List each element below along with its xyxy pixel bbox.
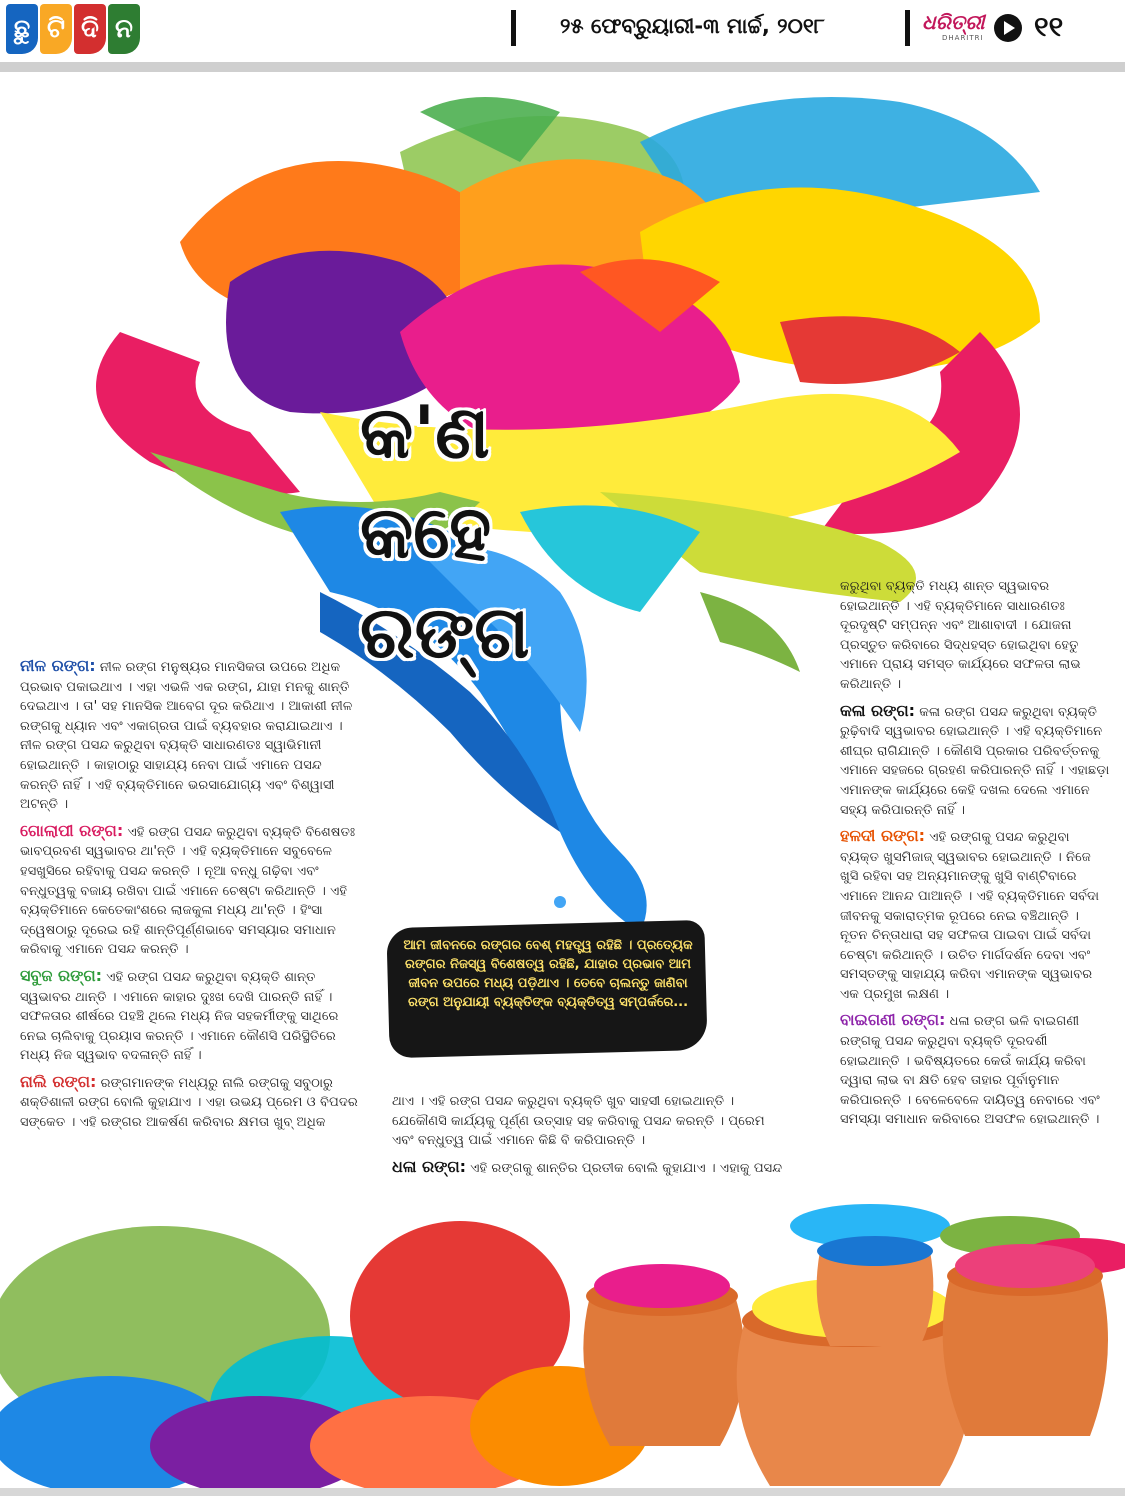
article-blue bbox=[20, 656, 360, 815]
article-green bbox=[20, 966, 360, 1066]
article-text: ରଙ୍ଗମାନଙ୍କ ମଧ୍ୟରୁ ନାଲି ରଙ୍ଗକୁ ସବୁଠାରୁ ଶକ୍ତିଶାଳୀ ରଙ୍ଗ ବୋଲି କୁହାଯାଏ । ଏହା ଉଭୟ ପ୍ରେମ ଓ ବିପଦର ସଙ୍କେତ । ଏହି ରଙ୍ଗର ଆକର୍ଷଣ କରିବାର କ୍ଷମତା ଖୁବ୍ ଅଧିକ bbox=[20, 1075, 358, 1131]
article-white bbox=[392, 1157, 787, 1179]
article-black bbox=[840, 701, 1110, 821]
section-letter: ଛୁ bbox=[6, 4, 38, 54]
section-label: ନୀଳ ରଙ୍ଗ: bbox=[20, 656, 96, 675]
bottom-illustration bbox=[0, 1196, 1125, 1496]
headline-line: ରଙ୍ଗ bbox=[360, 590, 530, 674]
header-band bbox=[0, 62, 1125, 72]
article-text: ଏହି ରଙ୍ଗ ପସନ୍ଦ କରୁଥିବା ବ୍ୟକ୍ତି ବିଶେଷତଃ ଭାବପ୍ରବଣ ସ୍ୱଭାବର ଥା'ନ୍ତି । ଏହି ବ୍ୟକ୍ତିମାନେ ସବୁବେଳେ ହସଖୁସିରେ ରହିବାକୁ ପସନ୍ଦ କରନ୍ତି । ନୂଆ ବନ୍ଧୁ ଗଢ଼ିବା ଏବଂ ବନ୍ଧୁତ୍ୱକୁ ବଜାୟ ରଖିବା ପାଇଁ ଏମାନେ ଚେଷ୍ଟା କରିଥାନ୍ତି । ଏହି ବ୍ୟକ୍ତିମାନେ କେତେକାଂଶରେ ଲାଜକୁଳା ମଧ୍ୟ ଥା'ନ୍ତି । ହିଂସା ଦ୍ୱେଷଠାରୁ ଦୂରେଇ ରହି ଶାନ୍ତିପୂର୍ଣ୍ଣଭାବେ ସମସ୍ୟାର ସମାଧାନ କରିବାକୁ ଏମାନେ ପସନ୍ଦ କରନ୍ତି । bbox=[20, 824, 356, 958]
article-text: ଏହି ରଙ୍ଗକୁ ଶାନ୍ତିର ପ୍ରତୀକ ବୋଲି କୁହାଯାଏ । ଏହାକୁ ପସନ୍ଦ bbox=[466, 1160, 783, 1176]
section-label: କଳା ରଙ୍ଗ: bbox=[840, 700, 916, 720]
section-letter: ନ bbox=[108, 4, 140, 54]
newspaper-logo: ଧରିତ୍ରୀ bbox=[922, 10, 985, 34]
article-purple bbox=[840, 1010, 1110, 1130]
article-text: କଳା ରଙ୍ଗ ପସନ୍ଦ କରୁଥିବା ବ୍ୟକ୍ତି ରୁଢ଼ିବାଦି ସ୍ୱଭାବର ହୋଇଥାନ୍ତି । ଏହି ବ୍ୟକ୍ତିମାନେ ଶୀଘ୍ର ରାଗିଯାନ୍ତି । କୌଣସି ପ୍ରକାର ପରିବର୍ତ୍ତନକୁ ଏମାନେ ସହଜରେ ଗ୍ରହଣ କରିପାରନ୍ତି ନାହିଁ । ଏହାଛଡ଼ା ଏମାନଙ୍କ କାର୍ଯ୍ୟରେ କେହି ଦଖଲ ଦେଲେ ଏମାନେ ସହ୍ୟ କରିପାରନ୍ତି ନାହିଁ । bbox=[840, 704, 1110, 818]
section-label: ସବୁଜ ରଙ୍ଗ: bbox=[20, 965, 103, 985]
section-logo bbox=[6, 4, 140, 54]
article-column-left bbox=[20, 656, 360, 1139]
section-label: ନାଲି ରଙ୍ଗ: bbox=[20, 1071, 97, 1091]
article-yellow bbox=[840, 826, 1110, 1004]
article-text: ଏହି ରଙ୍ଗ ପସନ୍ଦ କରୁଥିବା ବ୍ୟକ୍ତି ଶାନ୍ତ ସ୍ୱଭାବର ଥାନ୍ତି । ଏମାନେ କାହାର ଦୁଃଖ ଦେଖି ପାରନ୍ତି ନାହିଁ । ସଫଳତାର ଶୀର୍ଷରେ ପହଞ୍ଚି ଥିଲେ ମଧ୍ୟ ନିଜ ସହକର୍ମୀଙ୍କୁ ସାଥିରେ ନେଇ ଚାଲିବାକୁ ପ୍ରୟାସ କରନ୍ତି । ଏମାନେ କୌଣସି ପରିସ୍ଥିତିରେ ମଧ୍ୟ ନିଜ ସ୍ୱଭାବ ବଦଳାନ୍ତି ନାହିଁ । bbox=[20, 969, 339, 1064]
article-text: ଧଳା ରଙ୍ଗ ଭଳି ବାଇଗଣୀ ରଙ୍ଗକୁ ପସନ୍ଦ କରୁଥିବା ବ୍ୟକ୍ତି ଦୂରଦର୍ଶୀ ହୋଇଥାନ୍ତି । ଭବିଷ୍ୟତରେ କେଉଁ କାର୍ଯ୍ୟ କରିବା ଦ୍ୱାରା ଲାଭ ବା କ୍ଷତି ହେବ ତାହାର ପୂର୍ବାନୁମାନ କରିପାରନ୍ତି । ବେଳେବେଳେ ଦାୟିତ୍ୱ ନେବାରେ ଏବଂ ସମସ୍ୟା ସମାଧାନ କରିବାରେ ଅସଫଳ ହୋଇଥାନ୍ତି । bbox=[840, 1014, 1100, 1128]
newspaper-logo-sub: DHARITRI bbox=[942, 34, 984, 42]
article-column-right bbox=[840, 577, 1110, 1136]
callout-text: ଆମ ଜୀବନରେ ରଙ୍ଗର ବେଶ୍ ମହତ୍ତ୍ୱ ରହିଛି । ପ୍ରତ୍ୟେକ ରଙ୍ଗର ନିଜସ୍ୱ ବିଶେଷତ୍ୱ ରହିଛି, ଯାହାର ପ୍ରଭାବ ଆମ ଜୀବନ ଉପରେ ମଧ୍ୟ ପଡ଼ିଥାଏ । ତେବେ ଚାଲନ୍ତୁ ଜାଣିବା ରଙ୍ଗ ଅନୁଯାୟୀ ବ୍ୟକ୍ତିଙ୍କ ବ୍ୟକ୍ତିତ୍ୱ ସମ୍ପର୍କରେ... bbox=[403, 938, 693, 1010]
header-divider bbox=[905, 10, 910, 46]
header-divider bbox=[511, 10, 516, 46]
article-text: ନୀଳ ରଙ୍ଗ ମନୁଷ୍ୟର ମାନସିକତା ଉପରେ ଅଧିକ ପ୍ରଭାବ ପକାଇଥାଏ । ଏହା ଏଭଳି ଏକ ରଙ୍ଗ, ଯାହା ମନକୁ ଶାନ୍ତି ଦେଇଥାଏ । ତା' ସହ ମାନସିକ ଆବେଗ ଦୂର କରିଥାଏ । ଆକାଶୀ ନୀଳ ରଙ୍ଗକୁ ଧ୍ୟାନ ଏବଂ ଏକାଗ୍ରତା ପାଇଁ ବ୍ୟବହାର କରାଯାଇଥାଏ । ନୀଳ ରଙ୍ଗ ପସନ୍ଦ କରୁଥିବା ବ୍ୟକ୍ତି ସାଧାରଣତଃ ସ୍ୱାଭିମାନୀ ହୋଇଥାନ୍ତି । କାହାଠାରୁ ସାହାଯ୍ୟ ନେବା ପାଇଁ ଏମାନେ ପସନ୍ଦ କରନ୍ତି ନାହିଁ । ଏହି ବ୍ୟକ୍ତିମାନେ ଭରସାଯୋଗ୍ୟ ଏବଂ ବିଶ୍ୱାସୀ ଅଟନ୍ତି । bbox=[20, 660, 353, 813]
issue-date: ୨୫ ଫେବ୍ରୁୟାରୀ-୩ ମାର୍ଚ୍ଚ, ୨୦୧୮ bbox=[560, 14, 825, 38]
article-red-continued: ଥାଏ । ଏହି ରଙ୍ଗ ପସନ୍ଦ କରୁଥିବା ବ୍ୟକ୍ତି ଖୁବ ସାହସୀ ହୋଇଥାନ୍ତି । ଯେକୌଣସି କାର୍ଯ୍ୟକୁ ପୂର୍ଣ୍ଣ ଉତ୍ସାହ ସହ କରିବାକୁ ପସନ୍ଦ କରନ୍ତି । ପ୍ରେମ ଏବଂ ବନ୍ଧୁତ୍ୱ ପାଇଁ ଏମାନେ କିଛି ବି କରିପାରନ୍ତି । bbox=[392, 1094, 765, 1149]
headline-line: କହେ bbox=[360, 490, 492, 574]
footer-band bbox=[0, 1488, 1125, 1496]
headline bbox=[360, 382, 600, 682]
powder-pots-art bbox=[0, 1196, 1125, 1496]
section-label: ହଳଦୀ ରଙ୍ଗ: bbox=[840, 826, 926, 846]
page-number: ୧୧ bbox=[1034, 10, 1064, 43]
article-column-middle bbox=[392, 1092, 787, 1184]
headline-line: କ'ଣ bbox=[360, 390, 490, 474]
section-label: ଗୋଲାପୀ ରଙ୍ଗ: bbox=[20, 820, 124, 840]
article-white-continued: କରୁଥିବା ବ୍ୟକ୍ତି ମଧ୍ୟ ଶାନ୍ତ ସ୍ୱଭାବର ହୋଇଥାନ୍ତି । ଏହି ବ୍ୟକ୍ତିମାନେ ସାଧାରଣତଃ ଦୂରଦୃଷ୍ଟି ସମ୍ପନ୍ନ ଏବଂ ଆଶାବାଦୀ । ଯୋଜନା ପ୍ରସ୍ତୁତ କରିବାରେ ସିଦ୍ଧହସ୍ତ ହୋଇଥିବା ହେତୁ ଏମାନେ ପ୍ରାୟ ସମସ୍ତ କାର୍ଯ୍ୟରେ ସଫଳତା ଲାଭ କରିଥାନ୍ତି । bbox=[840, 579, 1081, 692]
article-text: ଏହି ରଙ୍ଗକୁ ପସନ୍ଦ କରୁଥିବା ବ୍ୟକ୍ତ ଖୁସମିଜାଜ୍ ସ୍ୱଭାବର ହୋଇଥାନ୍ତି । ନିଜେ ଖୁସି ରହିବା ସହ ଅନ୍ୟମାନଙ୍କୁ ଖୁସି ବାଣ୍ଟିବାରେ ଏମାନେ ଆନନ୍ଦ ପାଆନ୍ତି । ଏହି ବ୍ୟକ୍ତିମାନେ ସର୍ବଦା ଜୀବନକୁ ସକାରାତ୍ମକ ରୂପରେ ନେଇ ବଞ୍ଚିଥାନ୍ତି । ନୂତନ ଚିନ୍ତାଧାରା ସହ ସଫଳତା ପାଇବା ପାଇଁ ସର୍ବଦା ଚେଷ୍ଟା କରିଥାନ୍ତି । ଉଚିତ ମାର୍ଗଦର୍ଶନ ଦେବା ଏବଂ ସମସ୍ତଙ୍କୁ ସାହାଯ୍ୟ କରିବା ଏମାନଙ୍କ ସ୍ୱଭାବର ଏକ ପ୍ରମୁଖ ଲକ୍ଷଣ । bbox=[840, 830, 1100, 1002]
section-letter: ଟି bbox=[40, 4, 72, 54]
page-header bbox=[0, 0, 1125, 62]
section-letter: ଦି bbox=[74, 4, 106, 54]
play-icon bbox=[994, 14, 1022, 42]
section-label: ବାଇଗଣୀ ରଙ୍ଗ: bbox=[840, 1010, 946, 1030]
section-label: ଧଳା ରଙ୍ଗ: bbox=[392, 1156, 467, 1176]
article-pink bbox=[20, 821, 360, 960]
article-red bbox=[20, 1072, 360, 1133]
